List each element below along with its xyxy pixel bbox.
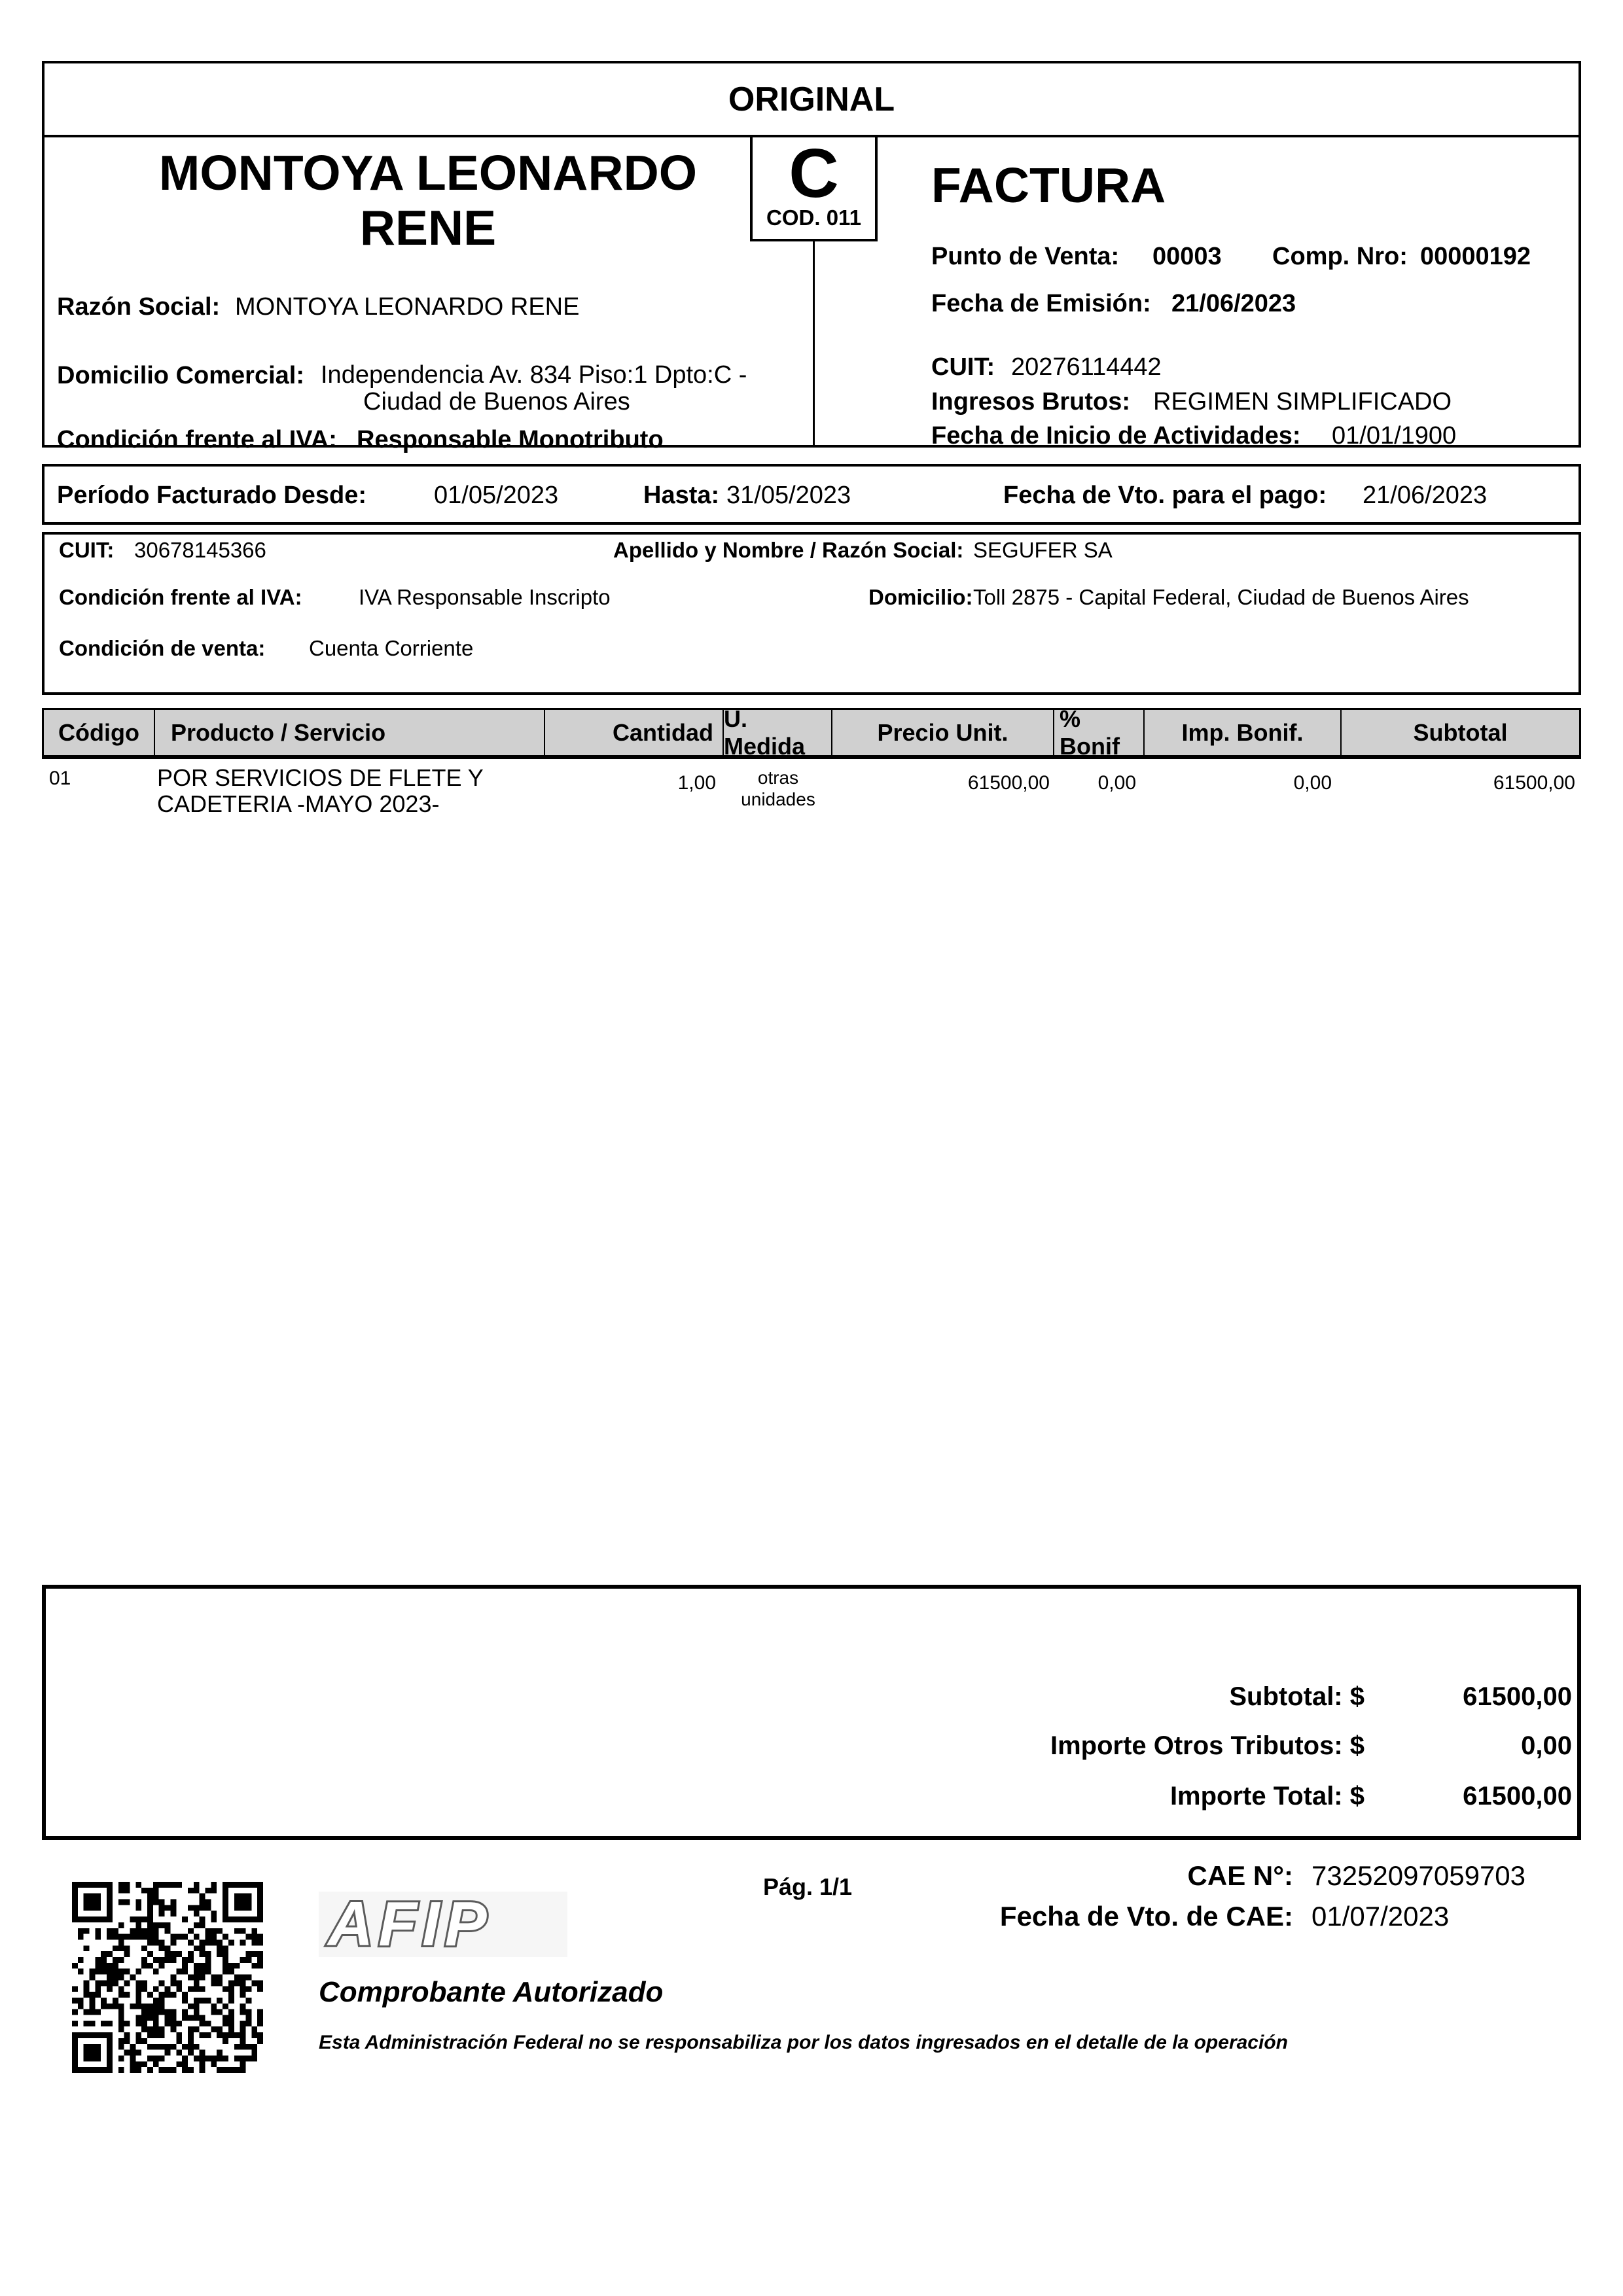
item-medida xyxy=(721,767,836,810)
seller-iva-label: Condición frente al IVA: xyxy=(57,426,337,453)
header-medida: U. Medida xyxy=(722,710,831,755)
comp-nro-value: 00000192 xyxy=(1420,243,1531,270)
seller-name-line2: RENE xyxy=(359,200,497,255)
item-producto-line2: CADETERIA -MAYO 2023- xyxy=(157,790,440,817)
emision-value: 21/06/2023 xyxy=(1171,290,1296,317)
letter-divider xyxy=(813,241,815,448)
comprobante-autorizado-label: Comprobante Autorizado xyxy=(319,1976,664,2008)
period-desde-label: Período Facturado Desde: xyxy=(57,482,366,509)
item-medida-line2: unidades xyxy=(741,789,815,809)
customer-iva-value: IVA Responsable Inscripto xyxy=(359,585,611,609)
customer-cuit-value: 30678145366 xyxy=(134,538,266,562)
pos-value: 00003 xyxy=(1152,243,1222,270)
page-number: Pág. 1/1 xyxy=(763,1873,853,1900)
period-vto-label: Fecha de Vto. para el pago: xyxy=(1003,482,1327,509)
item-codigo: 01 xyxy=(49,768,71,789)
item-subtotal: 61500,00 xyxy=(1493,772,1575,794)
letter-cod-label: COD. 011 xyxy=(766,205,861,230)
iibb-value: REGIMEN SIMPLIFICADO xyxy=(1153,388,1452,415)
razon-social-value: MONTOYA LEONARDO RENE xyxy=(235,293,580,321)
pos-label: Punto de Venta: xyxy=(931,243,1120,270)
comp-nro-label: Comp. Nro: xyxy=(1272,243,1408,270)
header-codigo: Código xyxy=(58,718,139,746)
copy-label: ORIGINAL xyxy=(728,80,895,118)
header-cantidad: Cantidad xyxy=(544,710,722,755)
seller-name xyxy=(147,145,709,255)
domicilio-line2: Ciudad de Buenos Aires xyxy=(363,388,630,415)
qr-code xyxy=(72,1882,263,2073)
header-producto: Producto / Servicio xyxy=(154,710,544,755)
cae-vto-value: 01/07/2023 xyxy=(1311,1901,1450,1932)
period-hasta-label: Hasta: xyxy=(643,482,720,509)
header-subtotal: Subtotal xyxy=(1340,710,1579,755)
letter-code: C xyxy=(789,135,839,212)
invoice-type-title: FACTURA xyxy=(931,158,1166,213)
item-producto-line1: POR SERVICIOS DE FLETE Y xyxy=(157,764,484,791)
seller-name-line1: MONTOYA LEONARDO xyxy=(158,145,698,200)
cae-value: 73252097059703 xyxy=(1311,1860,1526,1891)
period-vto-value: 21/06/2023 xyxy=(1363,482,1488,509)
totals-subtotal-value: 61500,00 xyxy=(1463,1682,1572,1711)
header-imp-bonif: Imp. Bonif. xyxy=(1143,710,1340,755)
item-imp-bonif: 0,00 xyxy=(1293,772,1332,794)
afip-logo-text: AFIP xyxy=(328,1892,492,1957)
header-bonif: % Bonif xyxy=(1053,710,1143,755)
item-producto xyxy=(157,765,497,817)
customer-cuit-label: CUIT: xyxy=(59,538,115,562)
customer-venta-value: Cuenta Corriente xyxy=(309,636,474,660)
customer-domicilio-value: Toll 2875 - Capital Federal, Ciudad de Buenos Aires xyxy=(973,585,1469,609)
customer-nombre-label: Apellido y Nombre / Razón Social: xyxy=(613,538,964,562)
period-desde-value: 01/05/2023 xyxy=(434,482,559,509)
customer-iva-label: Condición frente al IVA: xyxy=(59,585,302,609)
emision-label: Fecha de Emisión: xyxy=(931,290,1151,317)
item-cantidad: 1,00 xyxy=(677,772,716,794)
inicio-actividades-label: Fecha de Inicio de Actividades: xyxy=(931,422,1301,450)
items-table-header xyxy=(42,705,1581,760)
period-hasta-value: 31/05/2023 xyxy=(726,482,851,509)
inicio-actividades-value: 01/01/1900 xyxy=(1332,422,1457,450)
customer-nombre-value: SEGUFER SA xyxy=(973,538,1113,562)
razon-social-label: Razón Social: xyxy=(57,293,221,321)
domicilio-comercial-label: Domicilio Comercial: xyxy=(57,362,304,389)
disclaimer-text: Esta Administración Federal no se responsabiliza por los datos ingresados en el detalle de la operación xyxy=(319,2032,1288,2053)
cae-vto-label: Fecha de Vto. de CAE: xyxy=(999,1901,1293,1932)
item-medida-line1: otras xyxy=(757,768,799,788)
seller-iva-value: Responsable Monotributo xyxy=(357,426,664,453)
totals-otros-tributos-value: 0,00 xyxy=(1521,1731,1572,1760)
item-bonif: 0,00 xyxy=(1097,772,1136,794)
customer-domicilio-label: Domicilio: xyxy=(868,585,973,609)
totals-importe-total-label: Importe Total: $ xyxy=(1169,1782,1364,1810)
seller-cuit-value: 20276114442 xyxy=(1011,353,1162,381)
totals-subtotal-label: Subtotal: $ xyxy=(1229,1682,1364,1711)
customer-venta-label: Condición de venta: xyxy=(59,636,266,660)
totals-otros-tributos-label: Importe Otros Tributos: $ xyxy=(1050,1731,1364,1760)
domicilio-comercial-value xyxy=(321,362,747,415)
iibb-label: Ingresos Brutos: xyxy=(931,388,1131,415)
header-precio: Precio Unit. xyxy=(831,710,1053,755)
seller-cuit-label: CUIT: xyxy=(931,353,995,381)
cae-label: CAE N°: xyxy=(1187,1860,1293,1891)
item-precio: 61500,00 xyxy=(967,772,1050,794)
totals-importe-total-value: 61500,00 xyxy=(1463,1782,1572,1810)
domicilio-line1: Independencia Av. 834 Piso:1 Dpto:C - xyxy=(321,361,747,389)
afip-logo xyxy=(319,1892,567,1957)
